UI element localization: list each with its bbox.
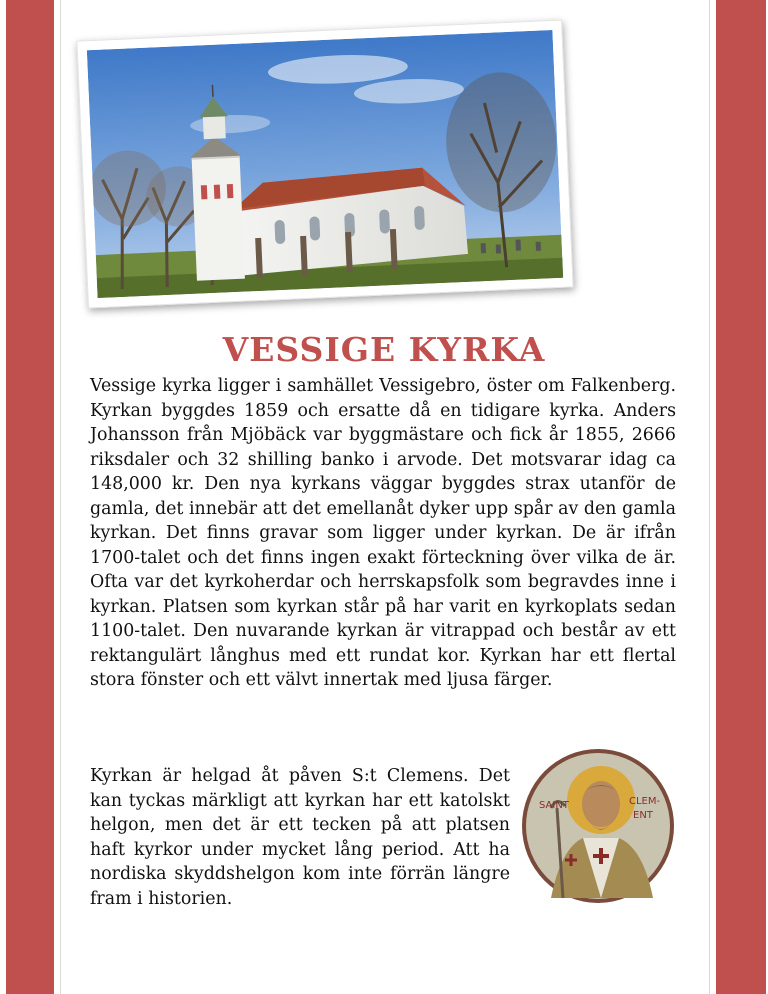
right-red-band <box>716 0 766 994</box>
left-red-band <box>6 0 54 994</box>
page-title: VESSIGE KYRKA <box>222 330 546 369</box>
body-paragraph-2: Kyrkan är helgad åt påven S:t Clemens. Det kan tyckas märkligt att kyrkan har ett katolskt helgon, men det är ett tecken på att platsen haft kyrkor under mycket lång period. Att ha nordiska skyddshelgon kom inte förrän längre fram i historien. <box>90 766 510 909</box>
saint-clement-icon <box>521 748 675 904</box>
icon-label-saint: SAINT <box>539 800 569 811</box>
left-divider <box>60 0 61 994</box>
church-photo <box>87 30 563 298</box>
icon-label-clem: CLEM- <box>629 796 661 807</box>
church-photo-frame <box>76 20 573 309</box>
icon-label-ent: ENT <box>633 810 653 821</box>
body-paragraph-1: Vessige kyrka ligger i samhället Vessigebro, öster om Falkenberg. Kyrkan byggdes 1859 och ersatte då en tidigare kyrka. Anders Johansson från Mjöbäck var byggmästare och fick år 1855, 2666 riksdaler och 32 shilling banko i arvode. Det motsvarar idag ca 148,000 kr. Den nya kyrkans väggar byggdes strax utanför de gamla, det innebär att det emellanåt dyker upp spår av den gamla kyrkan. Det finns gravar som ligger under kyrkan. De är ifrån 1700-talet och det finns ingen exakt förteckning över vilka de är. Ofta var det kyrkoherdar och herrskapsfolk som begravdes inne i kyrkan. Platsen som kyrkan står på har varit en kyrkoplats sedan 1100-talet. Den nuvarande kyrkan är vitrappad och består av ett rektangulärt långhus med ett rundat kor. Kyrkan har ett flertal stora fönster och ett välvt innertak med ljusa färger. <box>90 376 676 690</box>
saint-icon-image <box>521 748 675 904</box>
right-divider <box>709 0 710 994</box>
